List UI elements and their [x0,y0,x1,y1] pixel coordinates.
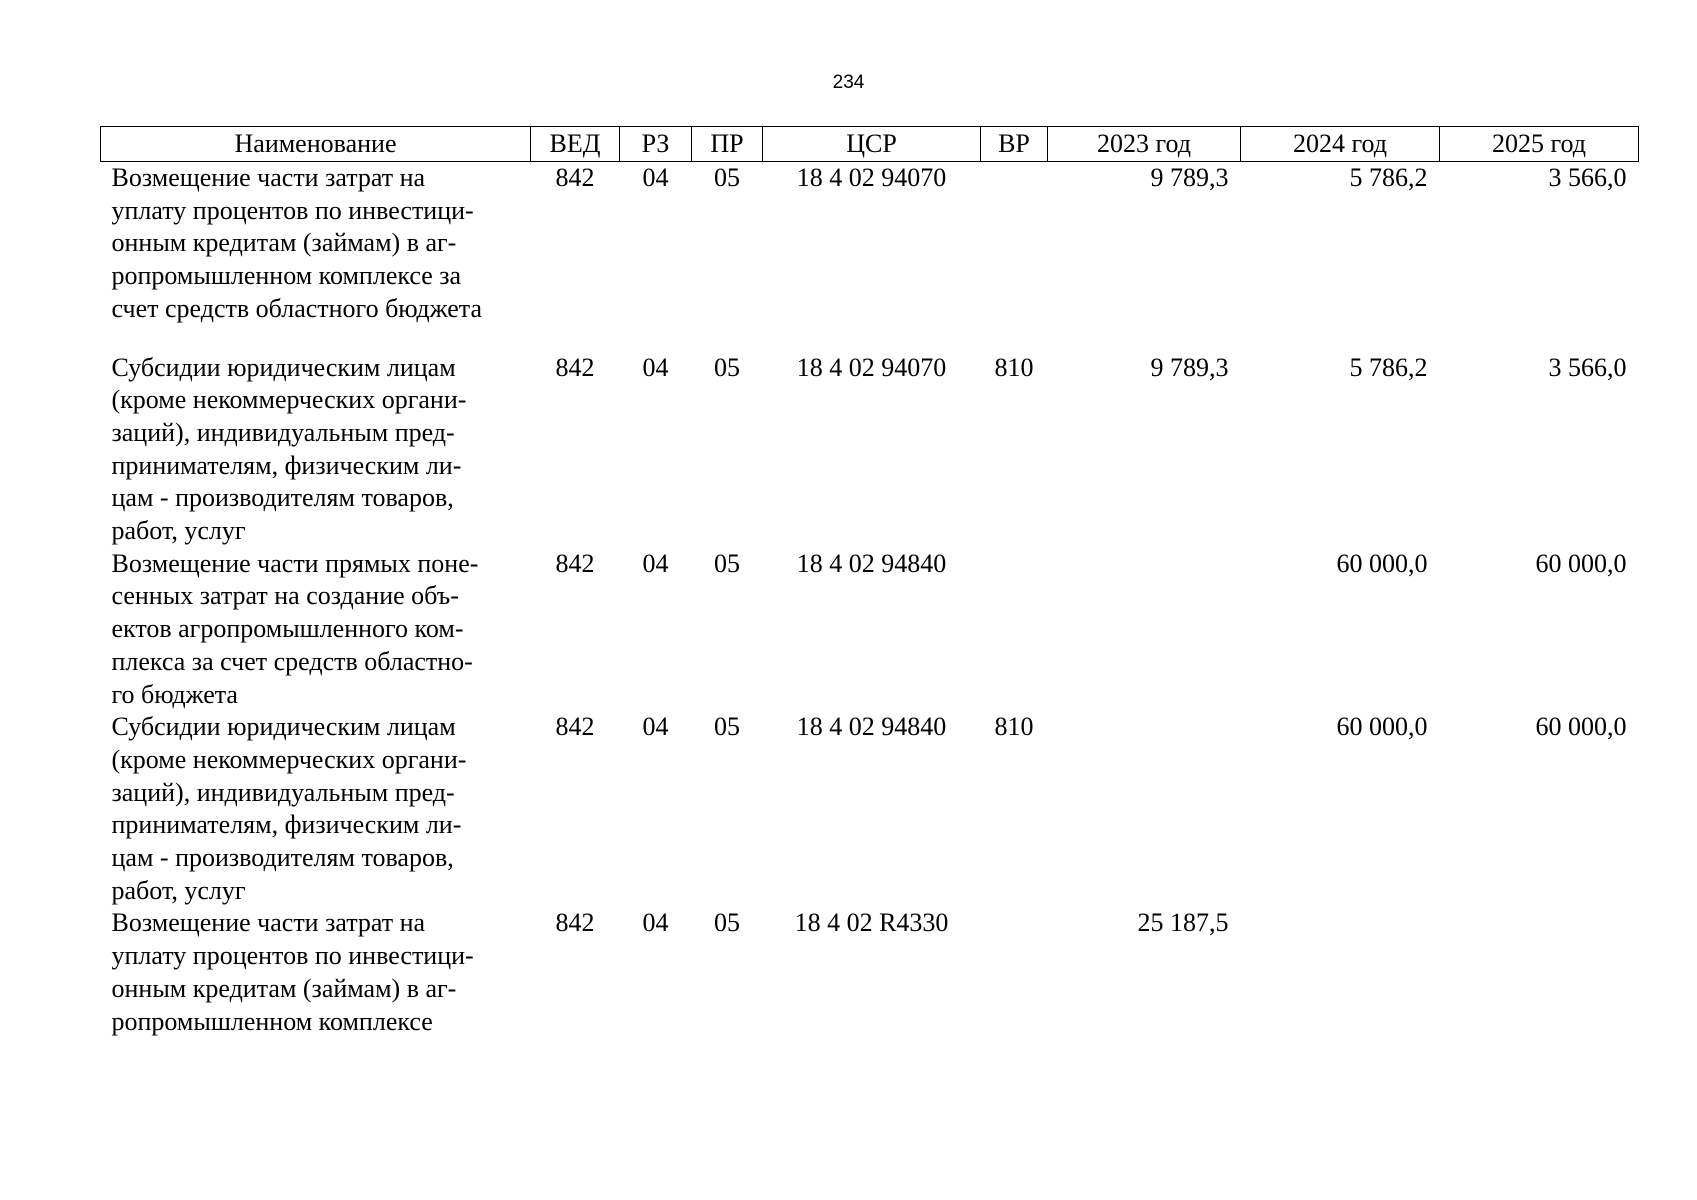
name-line: го бюджета [111,679,238,709]
cell-csr: 18 4 02 94840 [796,548,947,578]
cell-ved: 842 [555,712,595,742]
header-csr: ЦСР [763,127,981,162]
cell-vr: 810 [994,712,1034,742]
name-line: работ, услуг [111,516,246,546]
cell-2024: 60 000,0 [1336,548,1428,578]
name-line: счет средств областного бюджета [111,293,483,323]
cell-2023 [1048,548,1241,712]
cell-2023: 25 187,5 [1137,908,1229,938]
name-line: заций), индивидуальным пред- [111,417,455,447]
name-line: (кроме некоммерческих органи- [111,744,467,774]
spacer-cell [101,326,1639,352]
row-name [101,907,531,1038]
cell-2024: 5 786,2 [1349,163,1428,192]
budget-table [100,126,1639,1038]
name-line: цам - производителям товаров, [111,843,454,873]
name-line: Возмещение части прямых поне- [111,548,479,578]
cell-csr: 18 4 02 94840 [796,712,947,742]
table-row [101,907,1639,1038]
cell-rz: 04 [642,352,669,382]
cell-ved: 842 [555,548,595,578]
cell-rz: 04 [642,712,669,742]
name-line: Субсидии юридическим лицам [111,352,456,382]
header-pr: ПР [692,127,763,162]
cell-2024 [1241,907,1440,1038]
cell-pr: 05 [714,712,740,742]
header-2023: 2023 год [1048,127,1241,162]
table-header-row [101,127,1639,162]
cell-2023 [1048,711,1241,907]
cell-2025: 60 000,0 [1535,712,1627,742]
cell-vr [981,907,1048,1038]
name-line: ропромышленном комплексе [111,1006,433,1036]
header-rz: РЗ [620,127,692,162]
cell-2025: 3 566,0 [1548,352,1627,382]
row-name [101,711,531,907]
table-row [101,352,1639,548]
row-spacer [101,326,1639,352]
name-line: ропромышленном комплексе за [111,261,462,291]
cell-rz: 04 [642,548,669,578]
cell-2023: 9 789,3 [1150,163,1229,192]
name-line: онным кредитам (займам) в аг- [111,228,457,258]
cell-2024: 5 786,2 [1349,352,1428,382]
name-line: сенных затрат на создание объ- [111,581,459,611]
header-2024: 2024 год [1241,127,1440,162]
name-line: принимателям, физическим ли- [111,810,462,840]
cell-pr: 05 [714,352,740,382]
cell-csr: 18 4 02 94070 [796,163,947,192]
cell-vr [981,548,1048,712]
cell-pr: 05 [714,908,740,938]
name-line: цам - производителям товаров, [111,483,454,513]
name-line: принимателям, физическим ли- [111,450,462,480]
table-row [101,711,1639,907]
cell-2025: 60 000,0 [1535,548,1627,578]
cell-rz: 04 [642,163,669,192]
cell-ved: 842 [555,352,595,382]
header-vr: ВР [981,127,1048,162]
cell-2024: 60 000,0 [1336,712,1428,742]
name-line: Возмещение части затрат на [111,908,426,938]
header-2025: 2025 год [1440,127,1639,162]
cell-2025 [1440,907,1639,1038]
row-name [101,352,531,548]
cell-pr: 05 [714,548,740,578]
table-row [101,548,1639,712]
table-row [101,162,1639,326]
cell-pr: 05 [714,163,740,192]
cell-ved: 842 [555,163,595,192]
cell-vr [981,162,1048,326]
row-name [101,162,531,326]
cell-2023: 9 789,3 [1150,352,1229,382]
name-line: уплату процентов по инвестици- [111,195,474,225]
name-line: уплату процентов по инвестици- [111,941,474,971]
cell-vr: 810 [994,352,1034,382]
cell-ved: 842 [555,908,595,938]
name-line: Возмещение части затрат на [111,163,426,192]
name-line: ектов агропромышленного ком- [111,614,464,644]
cell-csr: 18 4 02 R4330 [794,908,949,938]
header-ved: ВЕД [531,127,620,162]
page-number: 234 [832,72,865,93]
name-line: плекса за счет средств областно- [111,646,473,676]
name-line: заций), индивидуальным пред- [111,777,455,807]
name-line: онным кредитам (займам) в аг- [111,973,457,1003]
name-line: Субсидии юридическим лицам [111,712,456,742]
cell-rz: 04 [642,908,669,938]
name-line: работ, услуг [111,875,246,905]
cell-2025: 3 566,0 [1548,163,1627,192]
row-name [101,548,531,712]
header-name: Наименование [101,127,531,162]
cell-csr: 18 4 02 94070 [796,352,947,382]
name-line: (кроме некоммерческих органи- [111,385,467,415]
